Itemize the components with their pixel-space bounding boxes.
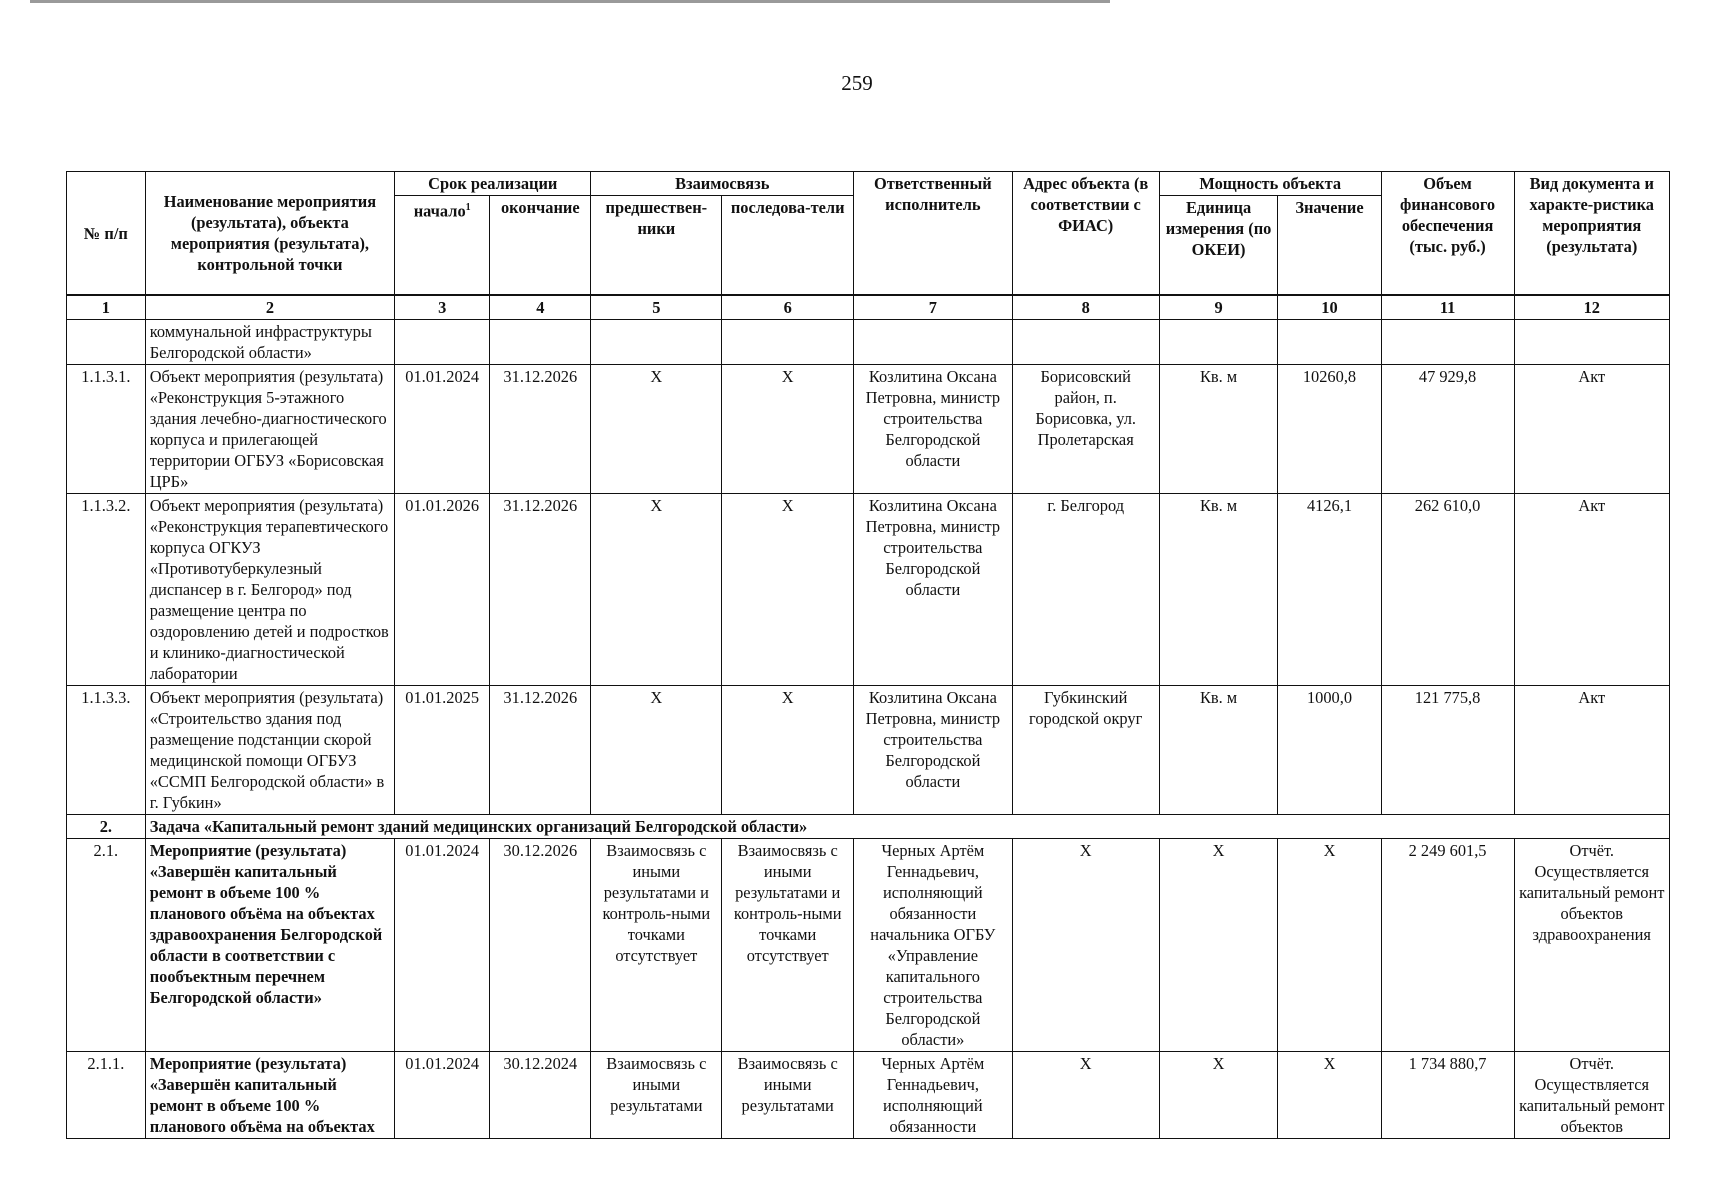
- row-resp: Козлитина Оксана Петровна, министр строительства Белгородской области: [854, 686, 1012, 815]
- row-num: 2.1.: [67, 839, 146, 1052]
- row-doc: Акт: [1514, 494, 1669, 686]
- row-doc: Акт: [1514, 686, 1669, 815]
- column-number: 7: [854, 295, 1012, 320]
- column-number: 1: [67, 295, 146, 320]
- row-finance: 121 775,8: [1381, 686, 1514, 815]
- row-pred: Взаимосвязь с иными результатами: [591, 1052, 722, 1139]
- row-doc: Отчёт. Осуществляется капитальный ремонт объектов: [1514, 1052, 1669, 1139]
- header-successors: последова-тели: [722, 196, 854, 296]
- row-start: [395, 320, 490, 365]
- header-value: Значение: [1278, 196, 1381, 296]
- scan-top-edge: [30, 0, 1110, 3]
- row-num: 1.1.3.2.: [67, 494, 146, 686]
- header-document: Вид документа и характе-ристика мероприятия (результата): [1514, 172, 1669, 296]
- row-unit: Кв. м: [1159, 365, 1278, 494]
- row-resp: Козлитина Оксана Петровна, министр строительства Белгородской области: [854, 494, 1012, 686]
- row-addr: г. Белгород: [1012, 494, 1159, 686]
- row-num: 1.1.3.3.: [67, 686, 146, 815]
- row-value: 4126,1: [1278, 494, 1381, 686]
- row-succ: [722, 320, 854, 365]
- row-name: Объект мероприятия (результата) «Реконструкция 5-этажного здания лечебно-диагностического корпуса и прилегающей территории ОГБУЗ «Борисовская ЦРБ»: [145, 365, 394, 494]
- footnote-mark: 1: [465, 202, 471, 213]
- column-number: 11: [1381, 295, 1514, 320]
- row-addr: [1012, 320, 1159, 365]
- row-finance: 1 734 880,7: [1381, 1052, 1514, 1139]
- table-row: [67, 839, 1670, 1052]
- row-succ: Х: [722, 365, 854, 494]
- header-end: окончание: [490, 196, 591, 296]
- header-finance: Объем финансового обеспечения (тыс. руб.): [1381, 172, 1514, 296]
- row-addr: Губкинский городской округ: [1012, 686, 1159, 815]
- task-row: [67, 815, 1670, 839]
- row-finance: 47 929,8: [1381, 365, 1514, 494]
- header-start-label: начало: [413, 201, 466, 221]
- table-row: [67, 494, 1670, 686]
- row-unit: Кв. м: [1159, 494, 1278, 686]
- table-row: [67, 686, 1670, 815]
- column-number: 6: [722, 295, 854, 320]
- plan-table: [66, 171, 1670, 1139]
- row-pred: Х: [591, 686, 722, 815]
- header-predecessors: предшествен-ники: [591, 196, 722, 296]
- page-number: 259: [841, 71, 873, 95]
- row-finance: 2 249 601,5: [1381, 839, 1514, 1052]
- row-pred: [591, 320, 722, 365]
- column-number: 12: [1514, 295, 1669, 320]
- row-addr: Х: [1012, 839, 1159, 1052]
- table-row: [67, 320, 1670, 365]
- row-succ: Х: [722, 494, 854, 686]
- row-succ: Взаимосвязь с иными результатами и контроль-ными точками отсутствует: [722, 839, 854, 1052]
- header-address: Адрес объекта (в соответствии с ФИАС): [1012, 172, 1159, 296]
- column-number: 4: [490, 295, 591, 320]
- row-resp: Козлитина Оксана Петровна, министр строительства Белгородской области: [854, 365, 1012, 494]
- row-resp: Черных Артём Геннадьевич, исполняющий обязанности начальника ОГБУ «Управление капитального строительства Белгородской области»: [854, 839, 1012, 1052]
- row-pred: Взаимосвязь с иными результатами и контроль-ными точками отсутствует: [591, 839, 722, 1052]
- row-num: 2.1.1.: [67, 1052, 146, 1139]
- row-name: Объект мероприятия (результата) «Строительство здания под размещение подстанции скорой медицинской помощи ОГБУЗ «ССМП Белгородской области» в г. Губкин»: [145, 686, 394, 815]
- header-num: № п/п: [67, 172, 146, 296]
- row-start: 01.01.2025: [395, 686, 490, 815]
- header-unit: Единица измерения (по ОКЕИ): [1159, 196, 1278, 296]
- row-resp: [854, 320, 1012, 365]
- row-unit: Х: [1159, 1052, 1278, 1139]
- row-unit: Кв. м: [1159, 686, 1278, 815]
- row-name: Мероприятие (результата) «Завершён капитальный ремонт в объеме 100 % планового объёма на объектах: [145, 1052, 394, 1139]
- row-resp: Черных Артём Геннадьевич, исполняющий обязанности: [854, 1052, 1012, 1139]
- header-responsible: Ответственный исполнитель: [854, 172, 1012, 296]
- row-pred: Х: [591, 365, 722, 494]
- column-number: 3: [395, 295, 490, 320]
- task-title: Задача «Капитальный ремонт зданий медицинских организаций Белгородской области»: [145, 815, 1669, 839]
- header-name: Наименование мероприятия (результата), объекта мероприятия (результата), контрольной точки: [145, 172, 394, 296]
- row-end: 31.12.2026: [490, 494, 591, 686]
- row-value: 1000,0: [1278, 686, 1381, 815]
- row-start: 01.01.2024: [395, 1052, 490, 1139]
- row-end: 31.12.2026: [490, 686, 591, 815]
- table-row: [67, 1052, 1670, 1139]
- column-number: 5: [591, 295, 722, 320]
- row-pred: Х: [591, 494, 722, 686]
- row-end: 31.12.2026: [490, 365, 591, 494]
- row-unit: Х: [1159, 839, 1278, 1052]
- row-doc: [1514, 320, 1669, 365]
- row-addr: Борисовский район, п. Борисовка, ул. Пролетарская: [1012, 365, 1159, 494]
- row-name: коммунальной инфраструктуры Белгородской области»: [145, 320, 394, 365]
- row-name: Объект мероприятия (результата) «Реконструкция терапевтического корпуса ОГКУЗ «Противотуберкулезный диспансер в г. Белгород» под размещение центра по оздоровлению детей и подростков и клинико-диагностической лаборатории: [145, 494, 394, 686]
- header-period: Срок реализации: [395, 172, 591, 196]
- header-relation: Взаимосвязь: [591, 172, 854, 196]
- column-number: 9: [1159, 295, 1278, 320]
- task-num: 2.: [67, 815, 146, 839]
- row-num: [67, 320, 146, 365]
- row-start: 01.01.2024: [395, 365, 490, 494]
- row-end: [490, 320, 591, 365]
- row-succ: Взаимосвязь с иными результатами: [722, 1052, 854, 1139]
- table-row: [67, 365, 1670, 494]
- row-value: Х: [1278, 1052, 1381, 1139]
- row-doc: Отчёт. Осуществляется капитальный ремонт объектов здравоохранения: [1514, 839, 1669, 1052]
- column-number: 2: [145, 295, 394, 320]
- header-capacity: Мощность объекта: [1159, 172, 1381, 196]
- row-num: 1.1.3.1.: [67, 365, 146, 494]
- row-finance: [1381, 320, 1514, 365]
- row-doc: Акт: [1514, 365, 1669, 494]
- row-unit: [1159, 320, 1278, 365]
- row-value: [1278, 320, 1381, 365]
- row-value: 10260,8: [1278, 365, 1381, 494]
- row-end: 30.12.2024: [490, 1052, 591, 1139]
- row-finance: 262 610,0: [1381, 494, 1514, 686]
- column-number: 10: [1278, 295, 1381, 320]
- header-start: [395, 196, 490, 296]
- row-start: 01.01.2024: [395, 839, 490, 1052]
- row-succ: Х: [722, 686, 854, 815]
- row-name: Мероприятие (результата) «Завершён капитальный ремонт в объеме 100 % планового объёма на объектах здравоохранения Белгородской области в соответствии с пообъектным перечнем Белгородской области»: [145, 839, 394, 1052]
- row-value: Х: [1278, 839, 1381, 1052]
- row-start: 01.01.2026: [395, 494, 490, 686]
- row-end: 30.12.2026: [490, 839, 591, 1052]
- column-number: 8: [1012, 295, 1159, 320]
- row-addr: Х: [1012, 1052, 1159, 1139]
